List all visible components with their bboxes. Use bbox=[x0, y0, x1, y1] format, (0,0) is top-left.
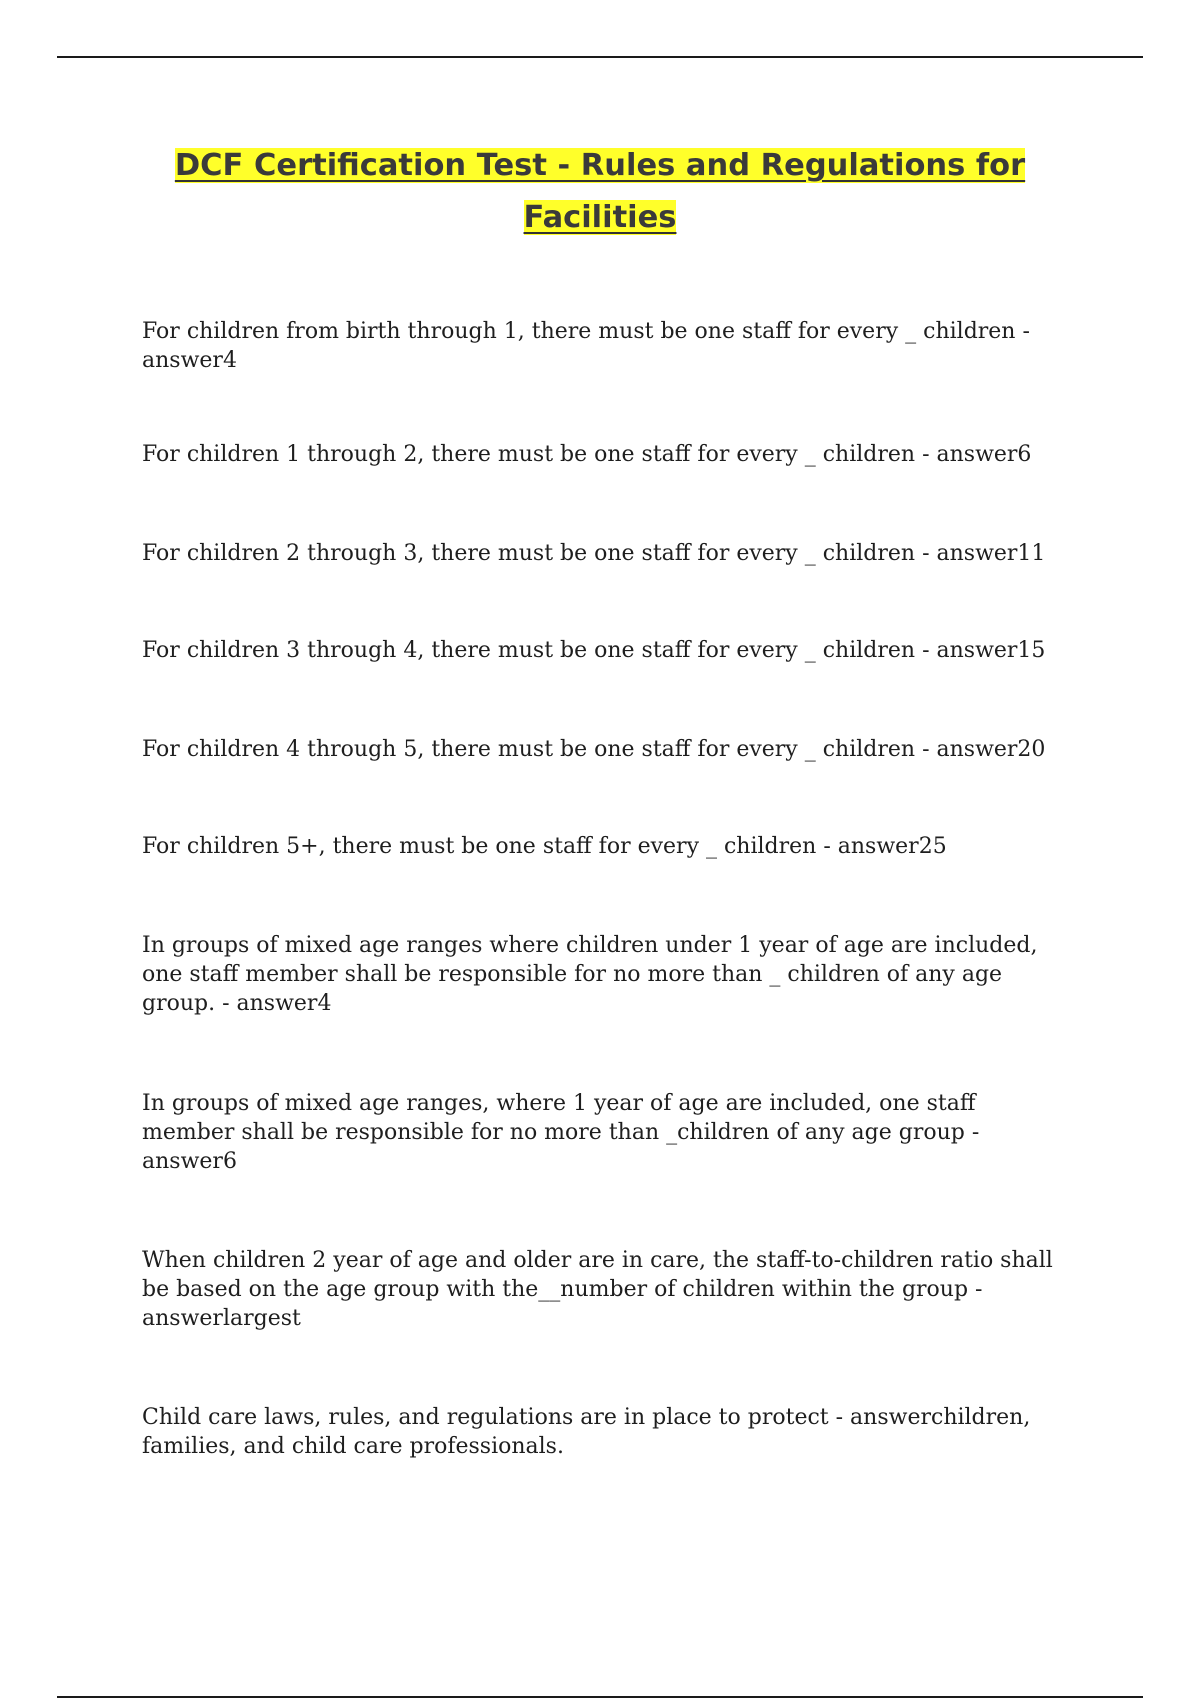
qa-item-1: For children from birth through 1, there must be one staff for every _ children - answer4 bbox=[142, 319, 1030, 373]
qa-item-9: When children 2 year of age and older are in care, the staff-to-children ratio shall be based on the age group with the__number of children within the group - answerlargest bbox=[142, 1248, 1053, 1331]
qa-item-5: For children 4 through 5, there must be one staff for every _ children - answer20 bbox=[142, 737, 1046, 762]
qa-item-10: Child care laws, rules, and regulations are in place to protect - answerchildren, families, and child care professionals. bbox=[142, 1405, 1031, 1459]
qa-item-6: For children 5+, there must be one staff for every _ children - answer25 bbox=[142, 834, 947, 859]
title-line-1: DCF Certification Test - Rules and Regulations for bbox=[174, 148, 1026, 183]
qa-item-8: In groups of mixed age ranges, where 1 year of age are included, one staff member shall be responsible for no more than _children of any age group - answer6 bbox=[142, 1091, 980, 1174]
title-line-2: Facilities bbox=[523, 200, 677, 235]
bottom-rule bbox=[57, 1696, 1143, 1698]
document-title bbox=[150, 140, 1050, 244]
qa-item-7: In groups of mixed age ranges where children under 1 year of age are included, one staff member shall be responsible for no more than _ children of any age group. - answer4 bbox=[142, 933, 1038, 1016]
top-rule bbox=[57, 56, 1143, 58]
qa-item-4: For children 3 through 4, there must be one staff for every _ children - answer15 bbox=[142, 638, 1046, 663]
qa-item-3: For children 2 through 3, there must be one staff for every _ children - answer11 bbox=[142, 541, 1046, 566]
qa-item-2: For children 1 through 2, there must be one staff for every _ children - answer6 bbox=[142, 442, 1032, 467]
